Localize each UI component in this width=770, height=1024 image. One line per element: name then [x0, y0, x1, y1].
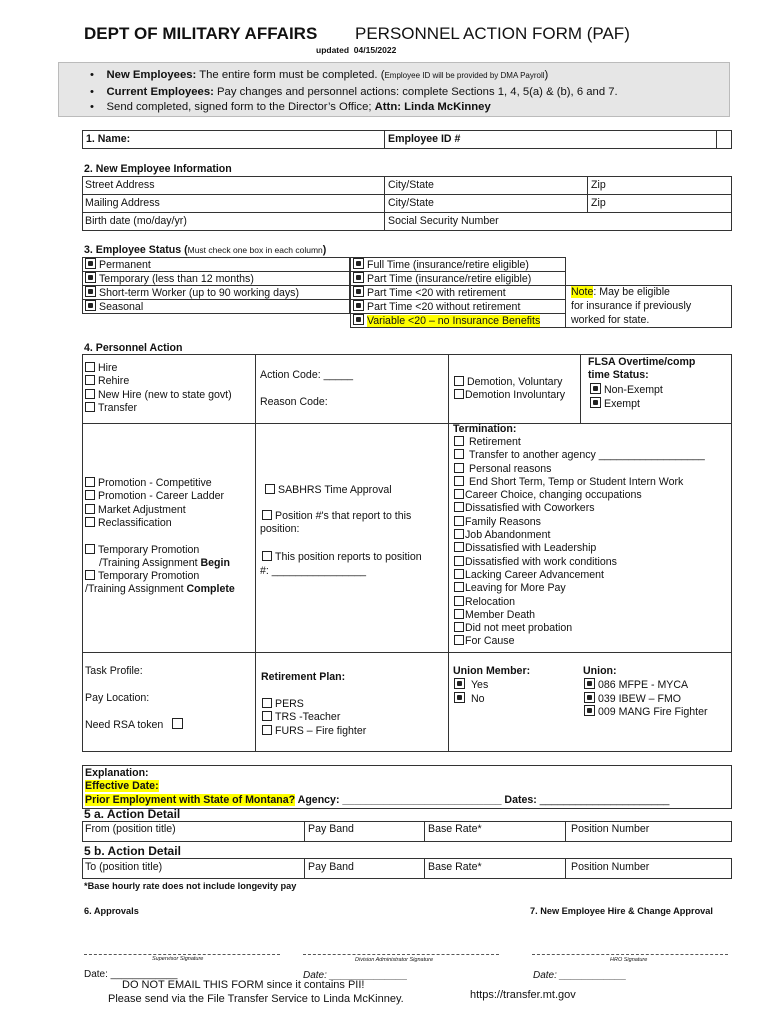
status-temporary-label: Temporary (less than 12 months): [99, 273, 254, 285]
retirement-pers[interactable]: [262, 698, 366, 711]
demotion-voluntary-label: Demotion, Voluntary: [467, 376, 563, 388]
section3-title-bold: 3. Employee Status (: [84, 244, 188, 256]
termination-option[interactable]: [454, 529, 705, 542]
checkbox-icon[interactable]: [262, 698, 272, 708]
termination-option[interactable]: [454, 569, 705, 582]
termination-option[interactable]: [454, 436, 705, 449]
checkbox-icon[interactable]: [353, 272, 364, 283]
status-variable-label: Variable <20 – no Insurance Benefits: [367, 315, 541, 327]
checkbox-icon[interactable]: [454, 516, 464, 526]
union-mang[interactable]: [584, 705, 708, 719]
checkbox-icon[interactable]: [85, 477, 95, 487]
administrator-date-field[interactable]: Date: ______________: [303, 970, 408, 981]
checkbox-icon[interactable]: [262, 551, 272, 561]
checkbox-icon[interactable]: [353, 286, 364, 297]
birth-date-field[interactable]: Birth date (mo/day/yr): [85, 215, 187, 227]
checkbox-icon[interactable]: [172, 718, 183, 729]
checkbox-icon[interactable]: [454, 376, 464, 386]
task-profile-field[interactable]: Task Profile:: [85, 665, 143, 677]
demotion-list: [454, 376, 565, 403]
checkbox-icon[interactable]: [353, 300, 364, 311]
employee-id-label: Employee ID #: [388, 133, 461, 145]
checkbox-icon[interactable]: [454, 542, 464, 552]
termination-option[interactable]: [454, 609, 705, 622]
name-label: 1. Name:: [86, 133, 131, 145]
checkbox-icon[interactable]: [454, 678, 465, 689]
position-number-field-5a[interactable]: Position Number: [571, 823, 650, 835]
form-title: PERSONNEL ACTION FORM (PAF): [355, 24, 630, 43]
base-rate-field-5a[interactable]: Base Rate*: [428, 823, 482, 835]
zip-field-2[interactable]: Zip: [591, 197, 606, 209]
note-line-1: [571, 286, 670, 299]
termination-option-label: Retirement: [469, 436, 521, 448]
section3-title-small: Must check one box in each column: [187, 245, 323, 255]
checkbox-icon[interactable]: [85, 570, 95, 580]
checkbox-icon[interactable]: [85, 300, 96, 311]
flsa-non-exempt[interactable]: [590, 383, 663, 397]
checkbox-icon[interactable]: [454, 596, 464, 606]
hro-date-field[interactable]: Date: ____________: [533, 970, 627, 981]
checkbox-icon[interactable]: [454, 489, 464, 499]
termination-option-label: Career Choice, changing occupations: [465, 489, 642, 502]
pay-band-field-5a[interactable]: Pay Band: [308, 823, 354, 835]
temp1b-pre: /Training Assignment: [99, 557, 201, 569]
termination-option-label: For Cause: [465, 635, 515, 648]
union-mang-label: 009 MANG Fire Fighter: [598, 706, 708, 718]
prior-employment-label: Prior Employment with State of Montana?: [85, 794, 296, 806]
status-temporary[interactable]: [85, 272, 254, 286]
termination-list: [454, 436, 705, 649]
section3-title: [84, 244, 326, 257]
union-yes-label: Yes: [470, 679, 489, 691]
section5a-title: 5 a. Action Detail: [84, 807, 181, 821]
demotion-involuntary[interactable]: [454, 389, 565, 402]
termination-option-label: Personal reasons: [469, 462, 552, 475]
checkbox-icon[interactable]: [454, 569, 464, 579]
reclassification-label: Reclassification: [98, 516, 172, 529]
union-member-no[interactable]: [454, 692, 485, 706]
checkbox-icon[interactable]: [584, 692, 595, 703]
note-line-3: worked for state.: [571, 314, 650, 326]
union-mfpe[interactable]: [584, 678, 688, 692]
agency-dates-label: Agency: ___________________________ Dates:: [295, 794, 540, 806]
updated-line: [316, 45, 396, 55]
termination-option[interactable]: [454, 635, 705, 648]
checkbox-icon[interactable]: [454, 449, 464, 459]
temp2b-pre: /Training Assignment: [85, 583, 187, 595]
union-title: Union:: [583, 665, 617, 677]
checkbox-icon[interactable]: [454, 635, 464, 645]
flsa-non-exempt-label: Non-Exempt: [604, 384, 663, 396]
new-small: Employee ID will be provided by DMA Payroll: [384, 71, 545, 80]
base-rate-field-5b[interactable]: Base Rate*: [428, 861, 482, 873]
street-address-field[interactable]: Street Address: [85, 179, 155, 191]
updated-date: 04/15/2022: [353, 45, 397, 55]
checkbox-icon[interactable]: [85, 362, 95, 372]
section5b-title: 5 b. Action Detail: [84, 844, 181, 858]
termination-option-label: Transfer to another agency __________________: [469, 449, 705, 462]
termination-option-label: Leaving for More Pay: [465, 582, 566, 595]
this-position-reports-to-line2: #: ________________: [260, 565, 367, 577]
hro-signature-label: HRO Signature: [610, 957, 648, 963]
temp-promotion-begin[interactable]: [85, 544, 199, 557]
flsa-exempt[interactable]: [590, 397, 640, 411]
temp-promotion-complete-line2: [85, 583, 235, 596]
administrator-signature-label: Division Administrator Signature: [355, 957, 434, 963]
status-part-time-retire-label: Part Time <20 with retirement: [367, 287, 506, 299]
sabhrs-time-approval[interactable]: [265, 484, 392, 497]
termination-option[interactable]: [454, 542, 705, 555]
union-ibew[interactable]: [584, 692, 681, 706]
status-part-time-no-retire[interactable]: [353, 300, 520, 314]
status-part-time-label: Part Time (insurance/retire eligible): [367, 273, 532, 285]
hro-signature-line[interactable]: [532, 954, 728, 955]
market-adjustment[interactable]: [85, 504, 224, 517]
checkbox-icon[interactable]: [262, 711, 272, 721]
updated-label: updated: [316, 45, 350, 55]
checkbox-icon[interactable]: [454, 529, 464, 539]
action-code-field[interactable]: Action Code: _____: [260, 369, 354, 381]
checkbox-icon[interactable]: [454, 556, 464, 566]
flsa-title-1: FLSA Overtime/comp: [588, 356, 696, 368]
demotion-voluntary[interactable]: [454, 376, 565, 389]
market-adjustment-label: Market Adjustment: [98, 503, 186, 516]
instruction-send: • Send completed, signed form to the Director’s Office; Attn: Linda McKinney: [90, 101, 491, 113]
promotion-career-ladder[interactable]: [85, 490, 224, 503]
checkbox-icon[interactable]: [85, 258, 96, 269]
temp-promotion-begin-line2: [99, 557, 230, 570]
new-text: The entire form must be completed. (: [196, 69, 385, 81]
dates-line: ______________________: [539, 794, 670, 806]
base-rate-note: *Base hourly rate does not include longevity pay: [84, 881, 297, 891]
status-part-time-retire[interactable]: [353, 286, 506, 300]
checkbox-icon[interactable]: [454, 582, 464, 592]
supervisor-signature-label: Supervisor Signature: [152, 956, 204, 962]
retirement-trs[interactable]: [262, 711, 366, 724]
reclassification[interactable]: [85, 517, 224, 530]
footer-warning: DO NOT EMAIL THIS FORM since it contains PII!: [122, 979, 365, 991]
new-close: ): [544, 69, 549, 81]
action-hire[interactable]: [85, 362, 232, 375]
employee-id-field[interactable]: [470, 131, 714, 148]
section4-title: 4. Personnel Action: [84, 342, 183, 354]
rsa-token-option[interactable]: [85, 718, 186, 732]
checkbox-icon[interactable]: [85, 504, 95, 514]
action-rehire-label: Rehire: [98, 375, 130, 388]
checkbox-icon[interactable]: [85, 272, 96, 283]
approvals-title: 6. Approvals: [84, 906, 139, 916]
status-part-time[interactable]: [353, 272, 531, 286]
termination-option-label: Dissatisfied with Leadership: [465, 542, 597, 555]
checkbox-icon[interactable]: [454, 476, 464, 486]
checkbox-icon[interactable]: [454, 436, 464, 446]
action-transfer-label: Transfer: [98, 401, 138, 414]
retirement-furs[interactable]: [262, 725, 366, 738]
position-number-field-5b[interactable]: Position Number: [571, 861, 650, 873]
checkbox-icon[interactable]: [262, 510, 272, 520]
status-part-time-no-retire-label: Part Time <20 without retirement: [367, 301, 521, 313]
section3-title-close: ): [322, 244, 327, 256]
checkbox-icon[interactable]: [85, 375, 95, 385]
checkbox-icon[interactable]: [454, 609, 464, 619]
action-transfer[interactable]: [85, 402, 232, 415]
instruction-new: • New Employees: The entire form must be completed. (Employee ID will be provided by DMA Payroll): [90, 69, 549, 81]
sabhrs-label: SABHRS Time Approval: [278, 484, 392, 496]
checkbox-icon[interactable]: [353, 258, 364, 269]
union-no-label: No: [470, 693, 485, 705]
termination-option-label: Job Abandonment: [465, 529, 551, 542]
checkbox-icon[interactable]: [85, 389, 95, 399]
status-permanent-label: Permanent: [99, 259, 151, 271]
flsa-exempt-label: Exempt: [604, 398, 640, 410]
note-label: Note: [571, 286, 594, 298]
termination-option-label: Family Reasons: [465, 515, 541, 528]
checkbox-icon[interactable]: [584, 678, 595, 689]
union-member-yes[interactable]: [454, 678, 488, 692]
checkbox-icon[interactable]: [454, 622, 464, 632]
checkbox-icon[interactable]: [454, 389, 464, 399]
position-reports-to-this[interactable]: [262, 510, 411, 523]
rsa-label: Need RSA token: [85, 719, 164, 731]
promotion-competitive[interactable]: [85, 477, 224, 490]
checkbox-icon[interactable]: [454, 502, 464, 512]
termination-option[interactable]: [454, 622, 705, 635]
termination-option[interactable]: [454, 476, 705, 489]
note-line-2: for insurance if previously: [571, 300, 692, 312]
status-short-term[interactable]: [85, 286, 299, 300]
checkbox-icon[interactable]: [353, 314, 364, 325]
temp-promotion-complete[interactable]: [85, 570, 199, 583]
effective-date-text: Effective Date:: [85, 780, 159, 792]
promotion-career-ladder-label: Promotion - Career Ladder: [98, 490, 225, 503]
demotion-involuntary-label: Demotion Involuntary: [465, 389, 566, 402]
send-text: Send completed, signed form to the Director’s Office;: [106, 101, 375, 113]
termination-option[interactable]: [454, 463, 705, 476]
send-attn: Attn: Linda McKinney: [374, 101, 491, 113]
current-label: Current Employees:: [106, 86, 214, 98]
pos2a-label: This position reports to position: [275, 551, 422, 563]
termination-option-label: Did not meet probation: [465, 622, 573, 635]
this-position-reports-to[interactable]: [262, 551, 422, 564]
promotion-competitive-label: Promotion - Competitive: [98, 477, 212, 489]
status-seasonal[interactable]: [85, 300, 143, 314]
status-full-time-label: Full Time (insurance/retire eligible): [367, 259, 529, 271]
city-state-field-2[interactable]: City/State: [388, 197, 434, 209]
city-state-field-1[interactable]: City/State: [388, 179, 434, 191]
checkbox-icon[interactable]: [265, 484, 275, 494]
termination-option-label: Member Death: [465, 608, 536, 621]
termination-option-label: Dissatisfied with work conditions: [465, 555, 617, 568]
retirement-plan-title: Retirement Plan:: [261, 671, 346, 683]
pos1a-label: Position #'s that report to this: [275, 510, 412, 522]
mailing-address-field[interactable]: Mailing Address: [85, 197, 160, 209]
status-permanent[interactable]: [85, 258, 151, 272]
checkbox-icon[interactable]: [590, 383, 601, 394]
administrator-signature-line[interactable]: [303, 954, 499, 955]
note-text-1: : May be eligible: [593, 286, 670, 298]
name-field[interactable]: [150, 131, 382, 148]
temp2b-bold: Complete: [186, 583, 235, 595]
action-new-hire[interactable]: [85, 389, 232, 402]
union-member-title: Union Member:: [453, 665, 531, 677]
dept-title: DEPT OF MILITARY AFFAIRS: [84, 24, 318, 43]
checkbox-icon[interactable]: [85, 544, 95, 554]
checkbox-icon[interactable]: [454, 463, 464, 473]
temp-promotion-begin-label: Temporary Promotion: [98, 544, 200, 556]
checkbox-icon[interactable]: [85, 490, 95, 500]
promotion-list: [85, 477, 224, 530]
to-position-title-field[interactable]: To (position title): [85, 861, 163, 873]
supervisor-signature-line[interactable]: [84, 954, 280, 955]
checkbox-icon[interactable]: [454, 692, 465, 703]
instruction-current: • Current Employees: Pay changes and personnel actions: complete Sections 1, 4, 5(a) & (b), 6 and 7.: [90, 86, 618, 98]
status-seasonal-label: Seasonal: [99, 301, 144, 313]
pay-band-field-5b[interactable]: Pay Band: [308, 861, 354, 873]
explanation-label[interactable]: Explanation:: [85, 767, 149, 779]
flsa-title-2: time Status:: [588, 369, 649, 381]
termination-option[interactable]: [454, 516, 705, 529]
retirement-pers-label: PERS: [275, 698, 304, 710]
temp1b-bold: Begin: [200, 557, 230, 569]
effective-date-label[interactable]: [85, 780, 159, 793]
footer-instructions: Please send via the File Transfer Service to Linda McKinney.: [108, 993, 404, 1005]
termination-option[interactable]: [454, 489, 705, 502]
checkbox-icon[interactable]: [584, 705, 595, 716]
new-label: New Employees:: [106, 69, 197, 81]
transfer-url-link[interactable]: https://transfer.mt.gov: [470, 989, 576, 1001]
union-mfpe-label: 086 MFPE - MYCA: [598, 679, 689, 691]
checkbox-icon[interactable]: [590, 397, 601, 408]
termination-title: Termination:: [453, 423, 517, 435]
action-new-hire-label: New Hire (new to state govt): [98, 388, 232, 401]
termination-option-label: Lacking Career Advancement: [465, 568, 604, 581]
action-list: [85, 362, 232, 415]
union-ibew-label: 039 IBEW – FMO: [598, 693, 682, 705]
termination-option-label: Relocation: [465, 595, 516, 608]
status-short-term-label: Short-term Worker (up to 90 working days): [99, 287, 299, 299]
current-text: Pay changes and personnel actions: complete Sections 1, 4, 5(a) & (b), 6 and 7.: [213, 86, 618, 98]
retirement-list: [262, 698, 366, 738]
status-variable[interactable]: [353, 314, 540, 328]
temp-promotion-complete-label: Temporary Promotion: [98, 570, 200, 582]
pay-location-field[interactable]: Pay Location:: [85, 692, 150, 704]
termination-option[interactable]: [454, 502, 705, 515]
action-hire-label: Hire: [98, 362, 118, 374]
status-full-time[interactable]: [353, 258, 529, 272]
ssn-field[interactable]: Social Security Number: [388, 215, 499, 227]
retirement-furs-label: FURS – Fire fighter: [275, 724, 367, 737]
termination-option[interactable]: [454, 596, 705, 609]
termination-option-label: Dissatisfied with Coworkers: [465, 502, 595, 515]
hire-change-approval-title: 7. New Employee Hire & Change Approval: [530, 906, 713, 916]
section2-title: 2. New Employee Information: [84, 163, 232, 175]
supervisor-date-field[interactable]: Date: ____________: [84, 969, 178, 980]
termination-option[interactable]: [454, 449, 705, 462]
checkbox-icon[interactable]: [85, 402, 95, 412]
from-position-title-field[interactable]: From (position title): [85, 823, 176, 835]
reason-code-field[interactable]: Reason Code:: [260, 396, 328, 408]
prior-employment-line[interactable]: [85, 794, 669, 807]
retirement-trs-label: TRS -Teacher: [275, 711, 341, 724]
checkbox-icon[interactable]: [262, 725, 272, 735]
checkbox-icon[interactable]: [85, 286, 96, 297]
zip-field-1[interactable]: Zip: [591, 179, 606, 191]
termination-option[interactable]: [454, 582, 705, 595]
checkbox-icon[interactable]: [85, 517, 95, 527]
termination-option[interactable]: [454, 556, 705, 569]
termination-option-label: End Short Term, Temp or Student Intern Work: [469, 475, 684, 488]
position-reports-to-this-line2: position:: [260, 523, 300, 535]
action-rehire[interactable]: [85, 375, 232, 388]
